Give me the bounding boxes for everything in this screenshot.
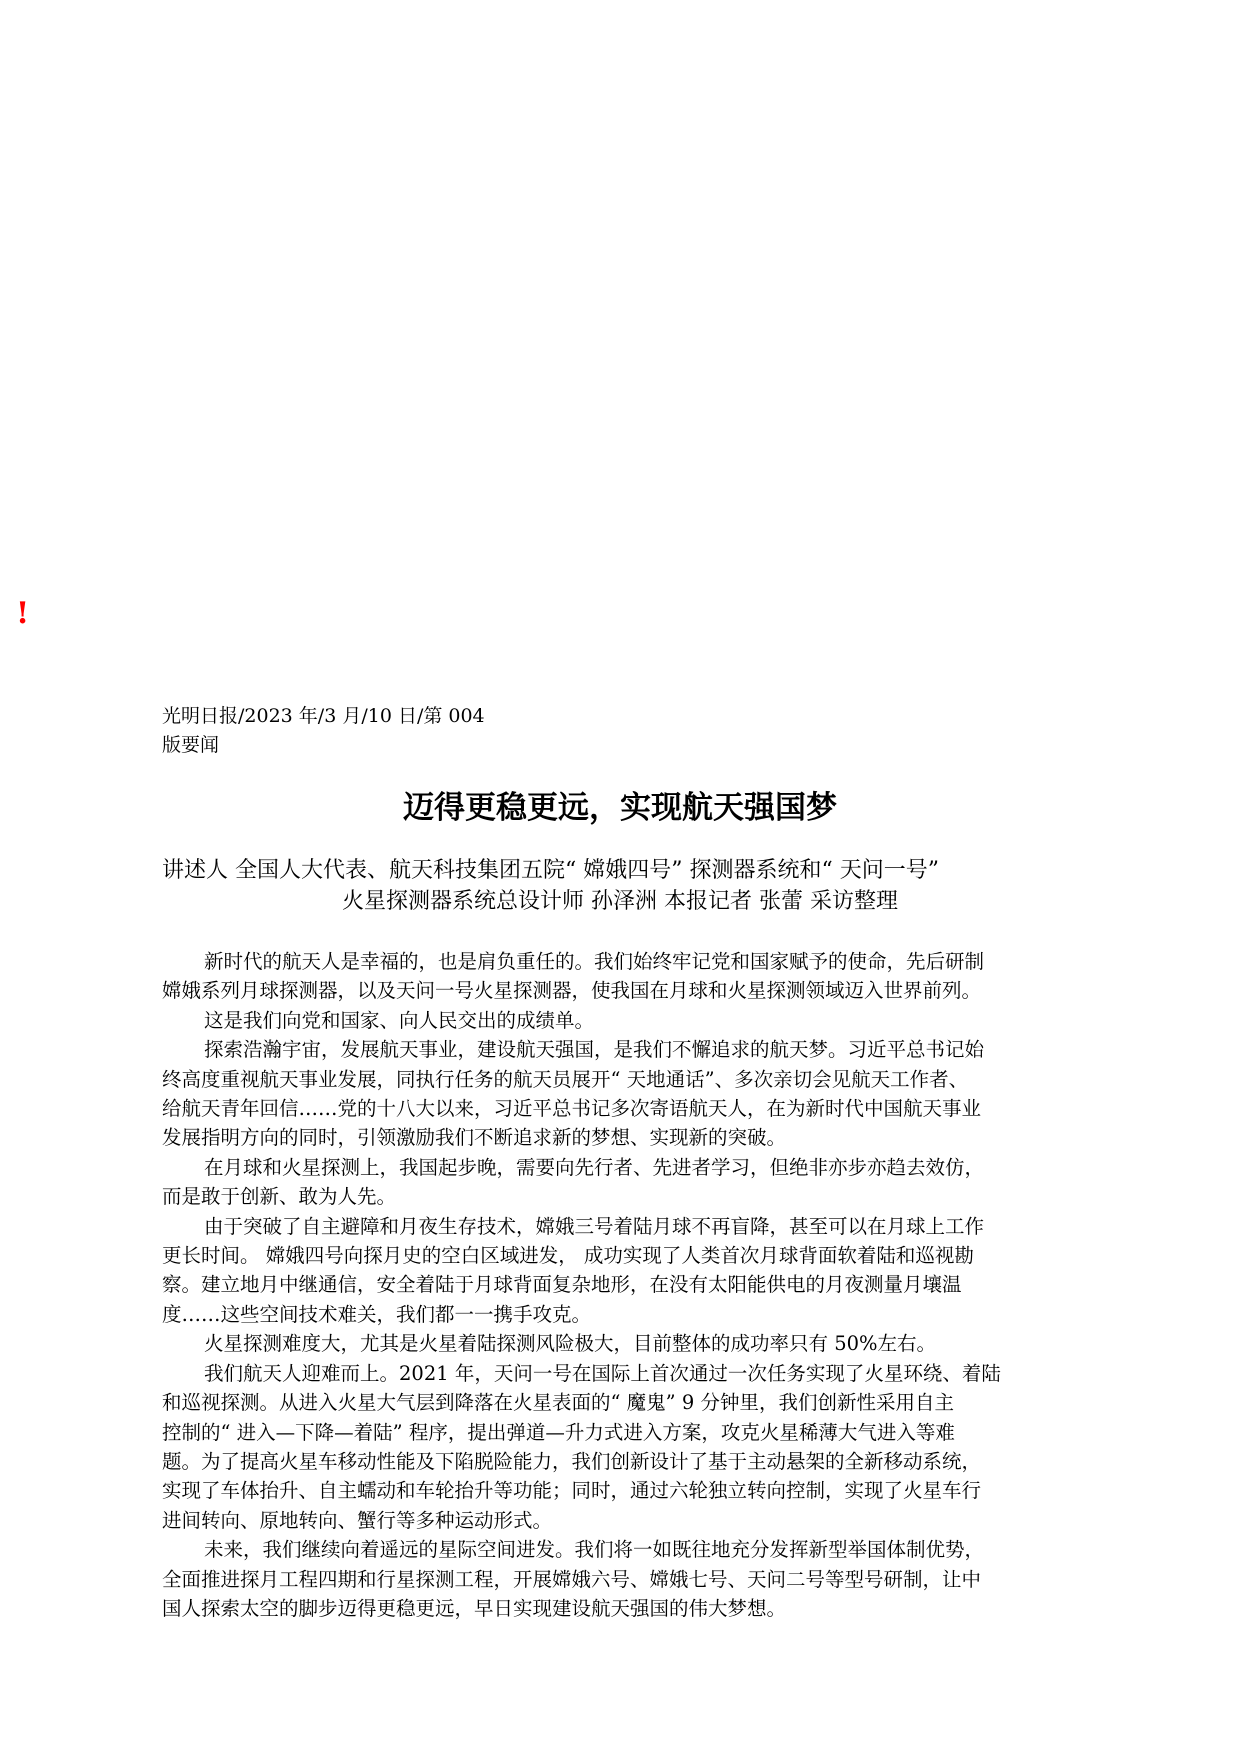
body-line: 未来，我们继续向着遥远的星际空间进发。我们将一如既往地充分发挥新型举国体制优势， bbox=[204, 1538, 985, 1562]
byline-line: 讲述人 全国人大代表、航天科技集团五院“ 嫦娥四号” 探测器系统和“ 天问一号” bbox=[162, 858, 939, 883]
body-line: 题。为了提高火星车移动性能及下陷脱险能力，我们创新设计了基于主动悬架的全新移动系统， bbox=[162, 1449, 982, 1473]
body-line: 给航天青年回信……党的十八大以来，习近平总书记多次寄语航天人，在为新时代中国航天事业 bbox=[162, 1097, 982, 1121]
body-line: 新时代的航天人是幸福的，也是肩负重任的。我们始终牢记党和国家赋予的使命，先后研制 bbox=[204, 950, 985, 973]
body-line: 更长时间。 嫦娥四号向探月史的空白区域进发， 成功实现了人类首次月球背面软着陆和巡视勘 bbox=[162, 1244, 974, 1268]
body-line: 嫦娥系列月球探测器，以及天问一号火星探测器，使我国在月球和火星探测领域迈入世界前列。 bbox=[162, 979, 982, 1003]
body-line: 发展指明方向的同时，引领激励我们不断追求新的梦想、实现新的突破。 bbox=[162, 1126, 787, 1150]
body-line: 终高度重视航天事业发展，同执行任务的航天员展开“ 天地通话”、多次亲切会见航天工作者、 bbox=[162, 1067, 969, 1091]
body-line: 而是敢于创新、敢为人先。 bbox=[162, 1185, 397, 1209]
body-line: 进间转向、原地转向、蟹行等多种运动形式。 bbox=[162, 1508, 553, 1532]
body-line: 实现了车体抬升、自主蠕动和车轮抬升等功能；同时，通过六轮独立转向控制，实现了火星车行 bbox=[162, 1479, 982, 1503]
byline-line: 火星探测器系统总设计师 孙泽洲 本报记者 张蕾 采访整理 bbox=[342, 889, 898, 914]
source-line: 光明日报/2023 年/3 月/10 日/第 004 bbox=[162, 705, 485, 727]
body-line: 度……这些空间技术难关，我们都一一携手攻克。 bbox=[162, 1302, 592, 1326]
article-body bbox=[162, 947, 1078, 1623]
red-exclamation-mark: ! bbox=[16, 596, 30, 631]
body-line: 这是我们向党和国家、向人民交出的成绩单。 bbox=[204, 1008, 595, 1032]
body-line: 探索浩瀚宇宙，发展航天事业，建设航天强国，是我们不懈追求的航天梦。习近平总书记始 bbox=[204, 1038, 985, 1062]
body-line: 和巡视探测。从进入火星大气层到降落在火星表面的“ 魔鬼” 9 分钟里，我们创新性采用自主 bbox=[162, 1391, 954, 1415]
source-line: 版要闻 bbox=[162, 734, 220, 756]
body-line: 由于突破了自主避障和月夜生存技术，嫦娥三号着陆月球不再盲降，甚至可以在月球上工作 bbox=[204, 1214, 985, 1238]
body-line: 察。建立地月中继通信，安全着陆于月球背面复杂地形，在没有太阳能供电的月夜测量月壤温 bbox=[162, 1273, 962, 1297]
body-line: 全面推进探月工程四期和行星探测工程，开展嫦娥六号、嫦娥七号、天问二号等型号研制，让中 bbox=[162, 1567, 982, 1591]
body-line: 控制的“ 进入—下降—着陆” 程序，提出弹道—升力式进入方案，攻克火星稀薄大气进入等难 bbox=[162, 1420, 955, 1444]
body-line: 我们航天人迎难而上。2021 年，天问一号在国际上首次通过一次任务实现了火星环绕、着陆 bbox=[204, 1361, 1001, 1385]
article-title: 迈得更稳更远，实现航天强国梦 bbox=[403, 790, 837, 826]
body-line: 火星探测难度大，尤其是火星着陆探测风险极大，目前整体的成功率只有 50%左右。 bbox=[204, 1332, 937, 1356]
body-line: 在月球和火星探测上，我国起步晚，需要向先行者、先进者学习，但绝非亦步亦趋去效仿， bbox=[204, 1155, 985, 1179]
body-line: 国人探索太空的脚步迈得更稳更远，早日实现建设航天强国的伟大梦想。 bbox=[162, 1596, 787, 1620]
article-byline bbox=[162, 855, 1078, 917]
newspaper-source bbox=[162, 702, 562, 760]
